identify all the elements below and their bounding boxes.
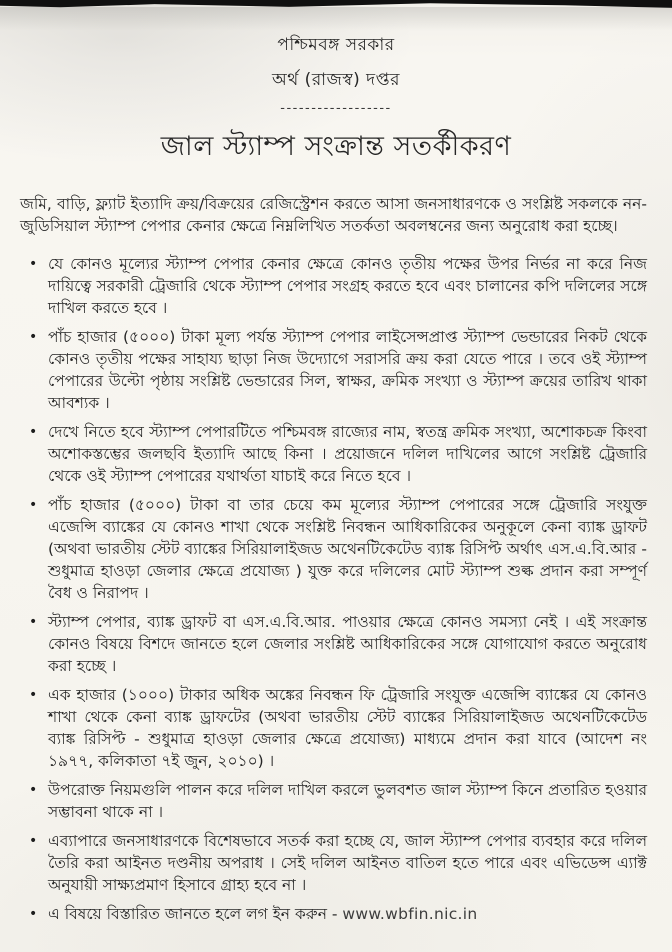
- bullet-dot-icon: •: [29, 687, 38, 703]
- notice-title: জাল স্ট্যাম্প সংক্রান্ত সতর্কীকরণ: [160, 131, 512, 162]
- bullet-item: [20, 830, 647, 896]
- bullet-text: এ বিষয়ে বিস্তারিত জানতে হলে লগ ইন করুন -: [48, 905, 338, 923]
- bullet-item: [20, 494, 647, 604]
- dashed-separator: ------------------: [280, 101, 392, 116]
- bullet-text: দেখে নিতে হবে স্ট্যাম্প পেপারটিতে পশ্চিমবঙ্গ রাজ্যের নাম, স্বতন্ত্র ক্রমিক সংখ্যা, অশোকচক্র কিংবা অশোকস্তম্ভের জলছবি ইত্যাদি আছে কিনা । প্রয়োজনে দলিল দাখিলের আগে সংশ্লিষ্ট ট্রেজারি থেকে ওই স্ট্যাম্প পেপারের যথার্থতা যাচাই করে নিতে হবে ।: [48, 423, 647, 485]
- bullet-item: [20, 903, 647, 925]
- bullet-item: [20, 611, 647, 677]
- bullet-text: উপরোক্ত নিয়মগুলি পালন করে দলিল দাখিল করলে ভুলবশত জাল স্ট্যাম্প কিনে প্রতারিত হওয়ার সম্ভাবনা থাকে না ।: [48, 781, 647, 821]
- bullet-item: [20, 253, 647, 319]
- bullet-text: এক হাজার (১০০০) টাকার অধিক অঙ্কের নিবন্ধন ফি ট্রেজারি সংযুক্ত এজেন্সি ব্যাঙ্কের যে কোনও শাখা থেকে কেনা ব্যাঙ্ক ড্রাফটের (অথবা ভারতীয় স্টেট ব্যাঙ্কের সিরিয়ালাইজড অথেনটিকেটেড ব্যাঙ্ক রিসিপ্ট - শুধুমাত্র হাওড়া জেলার ক্ষেত্রে প্রযোজ্য) মাধ্যমে প্রদান করা যাবে (আদেশ নং ১৯৭৭, কলিকাতা ৭ই জুন, ২০১০) ।: [48, 686, 647, 770]
- bullet-dot-icon: •: [29, 497, 38, 513]
- bullet-dot-icon: •: [29, 256, 38, 272]
- bullet-text: যে কোনও মূল্যের স্ট্যাম্প পেপার কেনার ক্ষেত্রে কোনও তৃতীয় পক্ষের উপর নির্ভর না করে নিজ দায়িত্বে সরকারী ট্রেজারি থেকে স্ট্যাম্প পেপার সংগ্রহ করতে হবে এবং চালানের কপি দলিলের সঙ্গে দাখিল করতে হবে ।: [48, 255, 647, 317]
- bullet-item: [20, 326, 647, 414]
- bullet-item: [20, 684, 647, 772]
- bullet-text: এব্যাপারে জনসাধারণকে বিশেষভাবে সতর্ক করা হচ্ছে যে, জাল স্ট্যাম্প পেপার ব্যবহার করে দলিল তৈরি করা আইনত দণ্ডনীয় অপরাধ । সেই দলিল আইনত বাতিল হতে পারে এবং এভিডেন্স এ্যাক্ট অনুযায়ী সাক্ষ্যপ্রমাণ হিসাবে গ্রাহ্য হবে না ।: [48, 832, 647, 894]
- bullet-list: [20, 253, 647, 925]
- bullet-dot-icon: •: [29, 906, 38, 922]
- bullet-dot-icon: •: [29, 782, 38, 798]
- bullet-text: পাঁচ হাজার (৫০০০) টাকা বা তার চেয়ে কম মূল্যের স্ট্যাম্প পেপারের সঙ্গে ট্রেজারি সংযুক্ত এজেন্সি ব্যাঙ্কের যে কোনও শাখা থেকে সংশ্লিষ্ট নিবন্ধন আধিকারিকের অনুকূলে কেনা ব্যাঙ্ক ড্রাফট (অথবা ভারতীয় স্টেট ব্যাঙ্কের সিরিয়ালাইজড অথেনটিকেটেড ব্যাঙ্ক রিসিপ্ট অর্থাৎ এস.এ.বি.আর - শুধুমাত্র হাওড়া জেলার ক্ষেত্রে প্রযোজ্য ) যুক্ত করে দলিলের মোট স্ট্যাম্প শুল্ক প্রদান করা সম্পূর্ণ বৈধ ও নিরাপদ ।: [48, 496, 647, 602]
- bullet-item: [20, 779, 647, 823]
- notice-body: [0, 171, 672, 925]
- bullet-dot-icon: •: [29, 833, 38, 849]
- bullet-dot-icon: •: [29, 614, 38, 630]
- website-url: www.wbfin.nic.in: [342, 905, 478, 923]
- intro-paragraph: জমি, বাড়ি, ফ্ল্যাট ইত্যাদি ক্রয়/বিক্রয়ের রেজিস্ট্রেশন করতে আসা জনসাধারণকে ও সংশ্লিষ্ট সকলকে নন-জুডিসিয়াল স্ট্যাম্প পেপার কেনার ক্ষেত্রে নিম্নলিখিত সতর্কতা অবলম্বনের জন্য অনুরোধ করা হচ্ছে।: [20, 195, 647, 235]
- bullet-dot-icon: •: [29, 329, 38, 345]
- notice-header: [0, 0, 672, 171]
- government-name: পশ্চিমবঙ্গ সরকার: [277, 35, 395, 55]
- bullet-item: [20, 421, 647, 487]
- department-name: অর্থ (রাজস্ব) দপ্তর: [272, 70, 400, 90]
- bullet-text: পাঁচ হাজার (৫০০০) টাকা মূল্য পর্যন্ত স্ট্যাম্প পেপার লাইসেন্সপ্রাপ্ত স্ট্যাম্প ভেন্ডারের নিকট থেকে কোনও তৃতীয় পক্ষের সাহায্য ছাড়া নিজ উদ্যোগে সরাসরি ক্রয় করা যেতে পারে । তবে ওই স্ট্যাম্প পেপারের উল্টো পৃষ্ঠায় সংশ্লিষ্ট ভেন্ডারের সিল, স্বাক্ষর, ক্রমিক সংখ্যা ও স্ট্যাম্প ক্রয়ের তারিখ থাকা আবশ্যক ।: [48, 328, 647, 412]
- bullet-text: স্ট্যাম্প পেপার, ব্যাঙ্ক ড্রাফট বা এস.এ.বি.আর. পাওয়ার ক্ষেত্রে কোনও সমস্যা নেই । এই সংক্রান্ত কোনও বিষয়ে বিশদে জানতে হলে জেলার সংশ্লিষ্ট আধিকারিকের সঙ্গে যোগাযোগ করতে অনুরোধ করা হচ্ছে ।: [48, 613, 647, 675]
- bullet-dot-icon: •: [29, 424, 38, 440]
